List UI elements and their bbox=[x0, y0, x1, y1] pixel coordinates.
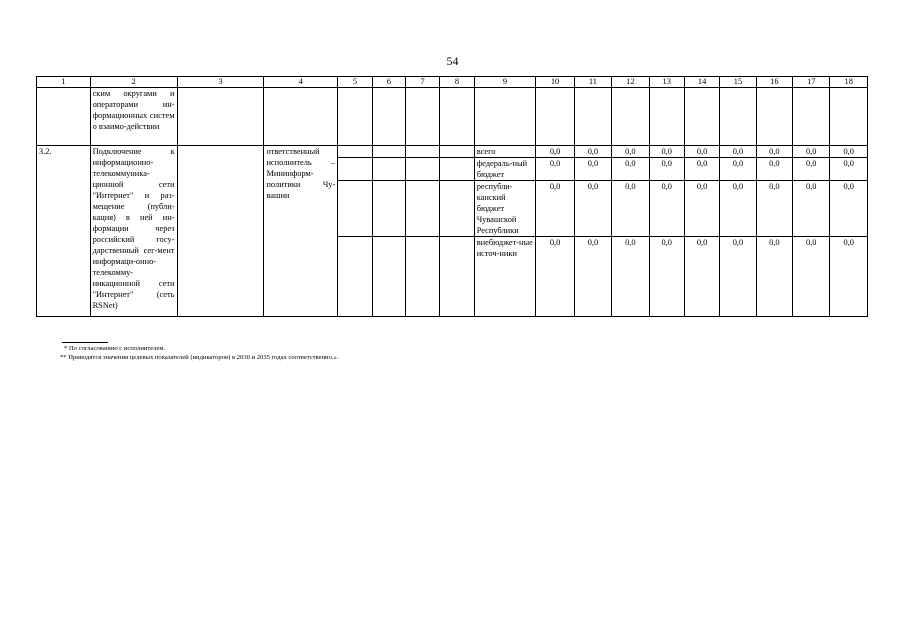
value-cell: 0,0 bbox=[612, 158, 649, 181]
value-cell: 0,0 bbox=[536, 146, 574, 158]
value-cell: 0,0 bbox=[793, 237, 830, 317]
column-header: 9 bbox=[474, 77, 536, 88]
footnote-1: * По согласованию с исполнителем. bbox=[64, 345, 166, 352]
funding-source: всего bbox=[474, 146, 536, 158]
value-cell: 0,0 bbox=[649, 181, 684, 237]
value-cell: 0,0 bbox=[756, 146, 792, 158]
value-cell: 0,0 bbox=[830, 237, 868, 317]
column-header: 3 bbox=[177, 77, 264, 88]
column-header: 7 bbox=[405, 77, 439, 88]
funding-row-total bbox=[37, 146, 868, 158]
value-cell: 0,0 bbox=[684, 181, 719, 237]
column-header: 10 bbox=[536, 77, 574, 88]
value-cell: 0,0 bbox=[649, 237, 684, 317]
header-row bbox=[37, 77, 868, 88]
column-header: 18 bbox=[830, 77, 868, 88]
value-cell: 0,0 bbox=[720, 158, 756, 181]
value-cell: 0,0 bbox=[612, 146, 649, 158]
value-cell: 0,0 bbox=[684, 146, 719, 158]
value-cell: 0,0 bbox=[684, 158, 719, 181]
value-cell: 0,0 bbox=[756, 237, 792, 317]
column-header: 17 bbox=[793, 77, 830, 88]
event-description: Подключение к информационно-телекоммуника-ционной сети "Интернет" и раз-мещение (публи-кация) в ней ин-формации через российский госу-дарственный сег-мент информаци-онно-телекомму-никационной сети "Интернет" (сеть RSNet) bbox=[90, 146, 177, 317]
column-header: 4 bbox=[264, 77, 338, 88]
footnote-2: ** Приводятся значения целевых показателей (индикаторов) в 2030 и 2035 годах соответственно.». bbox=[60, 354, 339, 361]
value-cell: 0,0 bbox=[574, 158, 611, 181]
column-header: 6 bbox=[372, 77, 405, 88]
row-number: 3.2. bbox=[37, 146, 91, 317]
column-header: 2 bbox=[90, 77, 177, 88]
column-header: 14 bbox=[684, 77, 719, 88]
value-cell: 0,0 bbox=[649, 158, 684, 181]
continuation-row bbox=[37, 88, 868, 146]
value-cell: 0,0 bbox=[536, 181, 574, 237]
page-number: 54 bbox=[446, 54, 459, 68]
value-cell: 0,0 bbox=[649, 146, 684, 158]
value-cell: 0,0 bbox=[720, 237, 756, 317]
value-cell: 0,0 bbox=[793, 181, 830, 237]
column-header: 11 bbox=[574, 77, 611, 88]
column-header: 5 bbox=[338, 77, 372, 88]
continuation-text: ским округами и операторами ин-формационных систем о взаимо-действии bbox=[90, 88, 177, 146]
column-header: 13 bbox=[649, 77, 684, 88]
value-cell: 0,0 bbox=[756, 158, 792, 181]
funding-source: федераль-ный бюджет bbox=[474, 158, 536, 181]
value-cell: 0,0 bbox=[756, 181, 792, 237]
funding-source: республи-канский бюджет Чувашской Республики bbox=[474, 181, 536, 237]
column-header: 16 bbox=[756, 77, 792, 88]
value-cell: 0,0 bbox=[793, 158, 830, 181]
value-cell: 0,0 bbox=[720, 146, 756, 158]
column-header: 1 bbox=[37, 77, 91, 88]
value-cell: 0,0 bbox=[830, 158, 868, 181]
executor: ответственный исполнитель – Мининформ-политики Чу-вашии bbox=[264, 146, 338, 317]
value-cell: 0,0 bbox=[684, 237, 719, 317]
column-header: 12 bbox=[612, 77, 649, 88]
value-cell: 0,0 bbox=[536, 158, 574, 181]
value-cell: 0,0 bbox=[536, 237, 574, 317]
footnote-divider bbox=[62, 342, 108, 343]
value-cell: 0,0 bbox=[574, 237, 611, 317]
value-cell: 0,0 bbox=[830, 146, 868, 158]
value-cell: 0,0 bbox=[574, 181, 611, 237]
value-cell: 0,0 bbox=[793, 146, 830, 158]
value-cell: 0,0 bbox=[830, 181, 868, 237]
value-cell: 0,0 bbox=[612, 237, 649, 317]
value-cell: 0,0 bbox=[574, 146, 611, 158]
value-cell: 0,0 bbox=[612, 181, 649, 237]
funding-source: внебюджет-ные источ-ники bbox=[474, 237, 536, 317]
value-cell: 0,0 bbox=[720, 181, 756, 237]
program-table bbox=[36, 76, 868, 317]
column-header: 15 bbox=[720, 77, 756, 88]
column-header: 8 bbox=[440, 77, 474, 88]
